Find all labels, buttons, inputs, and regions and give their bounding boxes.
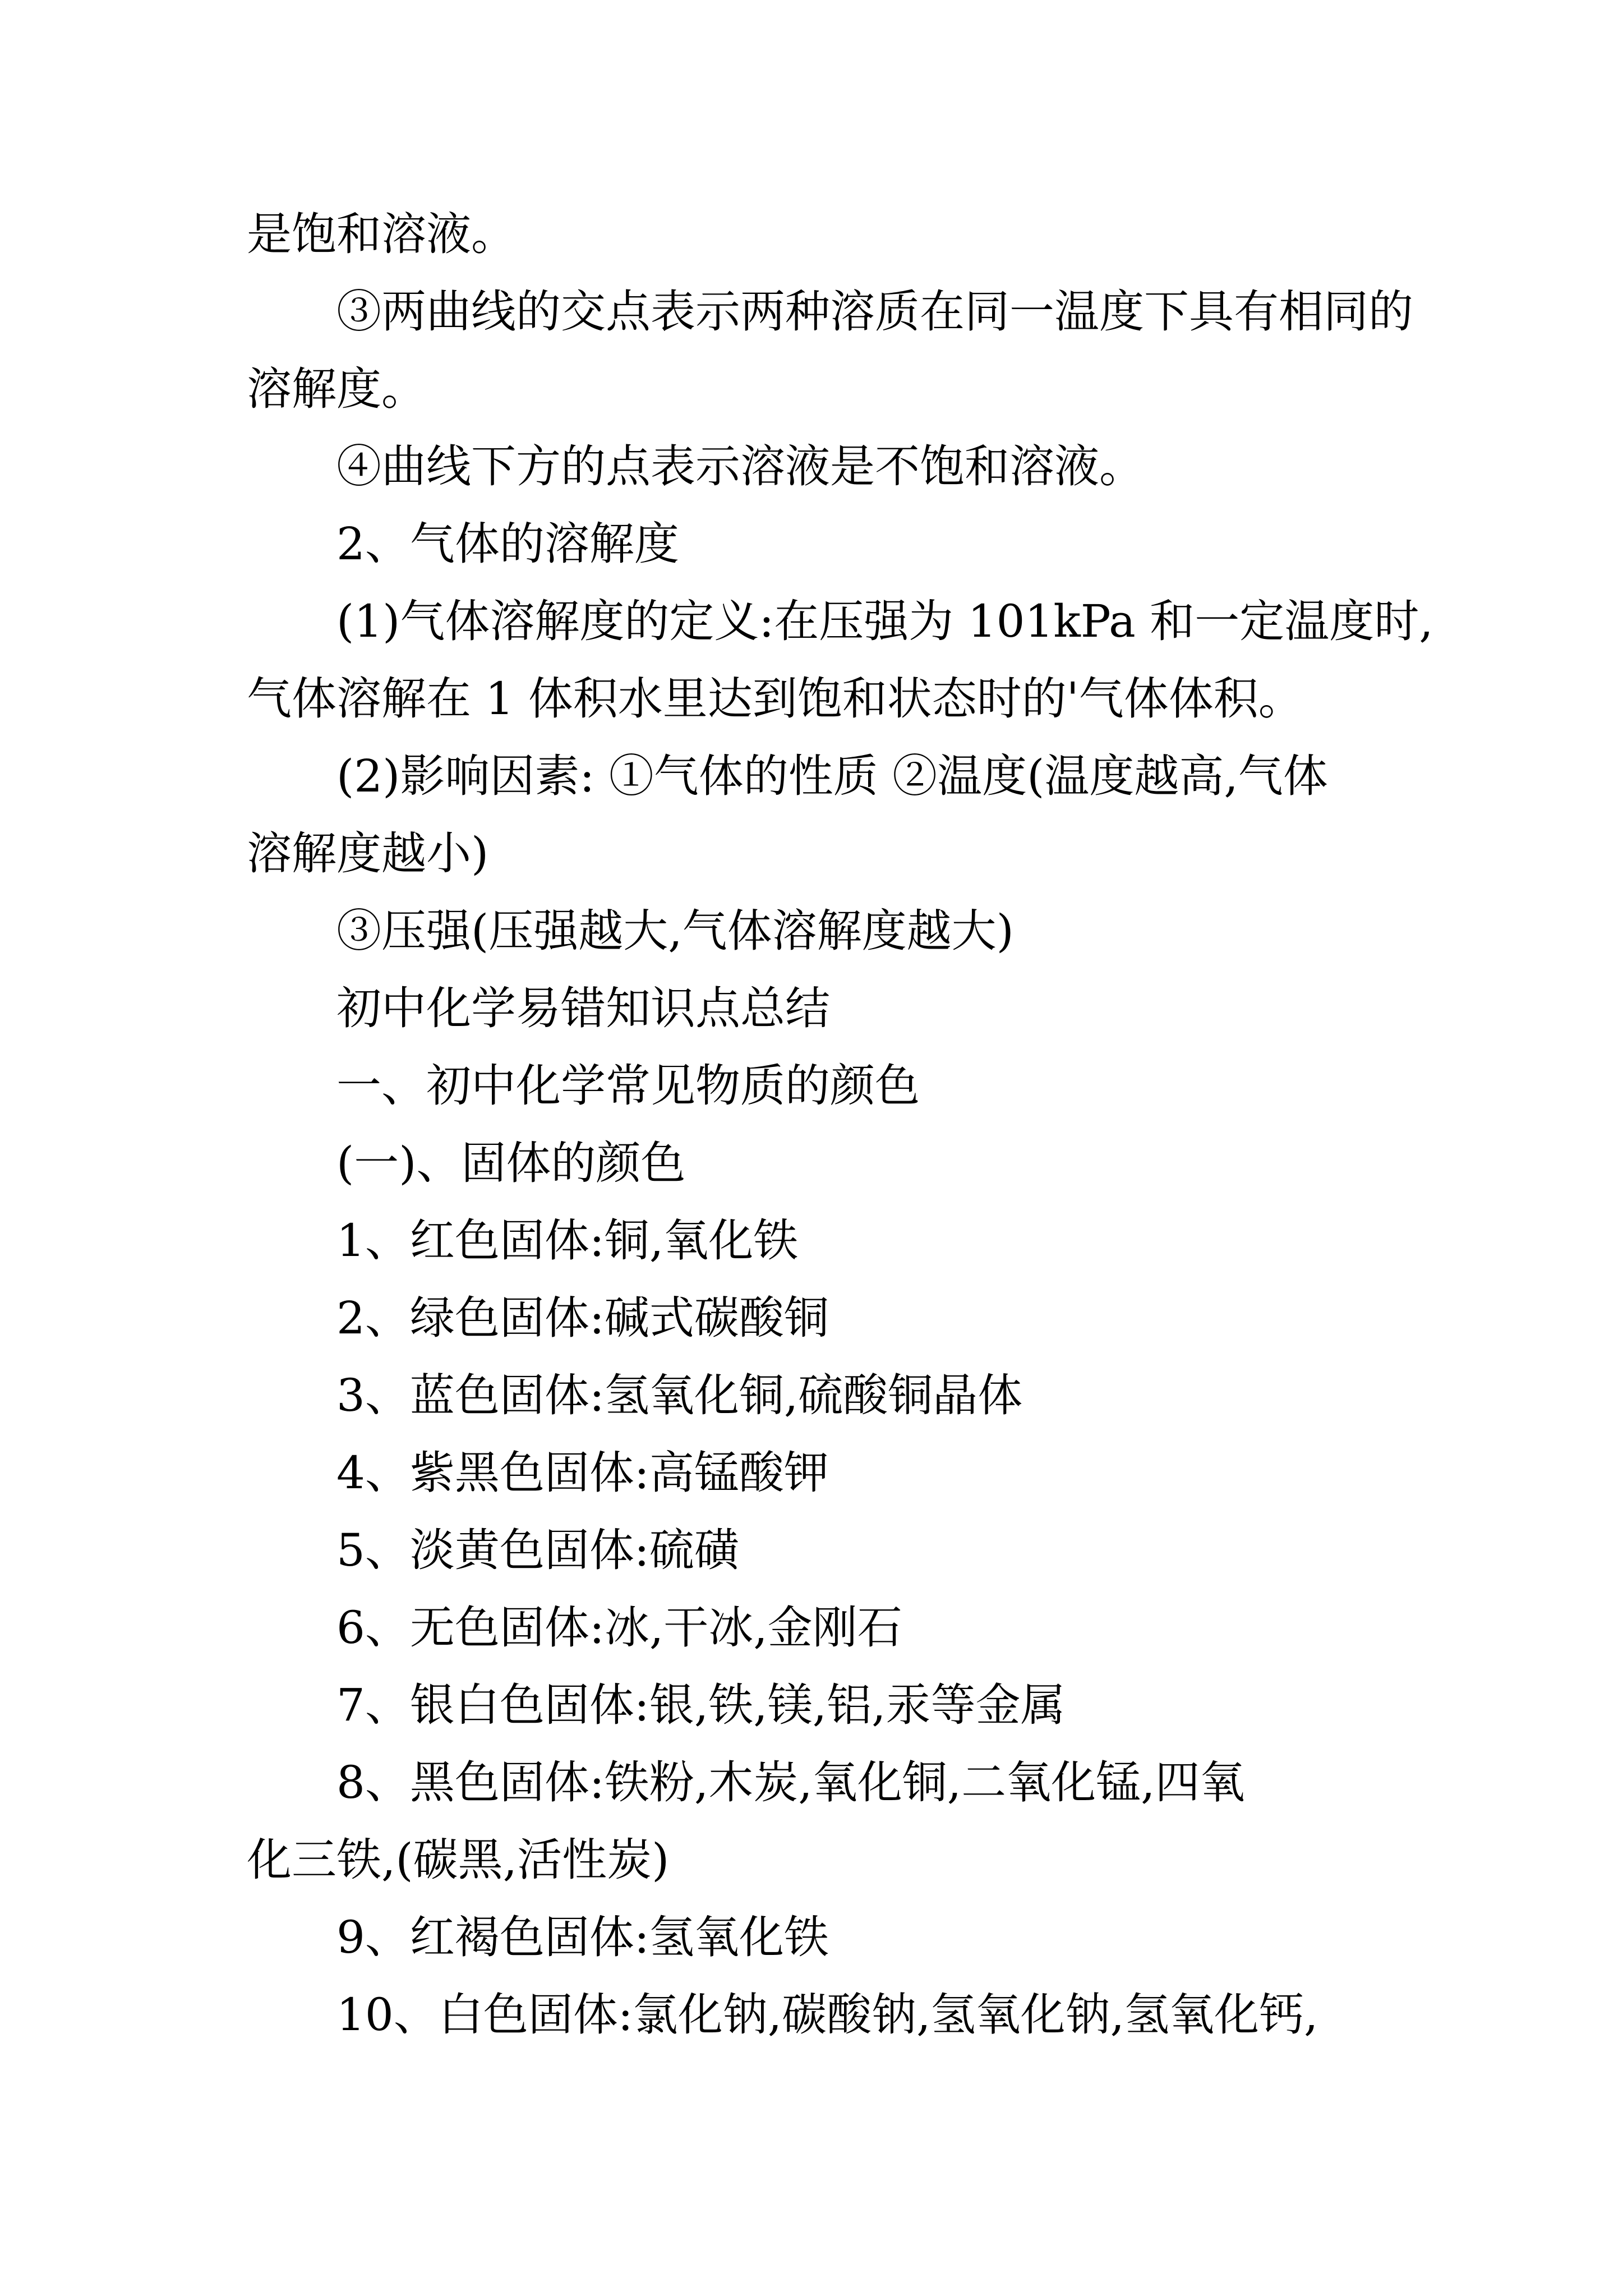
text-line-6: (1)气体溶解度的定义:在压强为 101kPa 和一定温度时, [336, 595, 1433, 647]
list-item-7: 7、银白色固体:银,铁,镁,铝,汞等金属 [336, 1679, 1066, 1731]
text-line-8: (2)影响因素: ①气体的性质 ②温度(温度越高,气体 [336, 750, 1328, 802]
list-item-10: 10、白色固体:氯化钠,碳酸钠,氢氧化钠,氢氧化钙, [336, 1989, 1318, 2041]
text-line-2: ③两曲线的交点表示两种溶质在同一温度下具有相同的 [336, 286, 1413, 338]
subsection-heading: 一、初中化学常见物质的颜色 [336, 1060, 920, 1112]
text-line-4: ④曲线下方的点表示溶液是不饱和溶液。 [336, 440, 1144, 493]
text-line-10: ③压强(压强越大,气体溶解度越大) [336, 905, 1014, 957]
list-item-2: 2、绿色固体:碱式碳酸铜 [336, 1292, 829, 1344]
text-line-3: 溶解度。 [247, 363, 426, 415]
list-item-9: 9、红褐色固体:氢氧化铁 [336, 1911, 829, 1963]
list-item-8: 8、黑色固体:铁粉,木炭,氧化铜,二氧化锰,四氧 [336, 1756, 1245, 1809]
subsubsection-heading: (一)、固体的颜色 [336, 1137, 686, 1189]
list-item-8-continuation: 化三铁,(碳黑,活性炭) [247, 1834, 670, 1886]
text-line-7: 气体溶解在 1 体积水里达到饱和状态时的'气体体积。 [247, 673, 1303, 725]
list-item-1: 1、红色固体:铜,氧化铁 [336, 1214, 799, 1267]
list-item-4: 4、紫黑色固体:高锰酸钾 [336, 1447, 829, 1499]
text-line-9: 溶解度越小) [247, 827, 489, 880]
list-item-5: 5、淡黄色固体:硫磺 [336, 1524, 739, 1576]
list-item-3: 3、蓝色固体:氢氧化铜,硫酸铜晶体 [336, 1369, 1023, 1421]
text-line-1: 是饱和溶液。 [247, 208, 516, 260]
list-item-6: 6、无色固体:冰,干冰,金刚石 [336, 1602, 902, 1654]
section-heading: 初中化学易错知识点总结 [336, 982, 830, 1034]
text-line-5: 2、气体的溶解度 [336, 518, 679, 570]
